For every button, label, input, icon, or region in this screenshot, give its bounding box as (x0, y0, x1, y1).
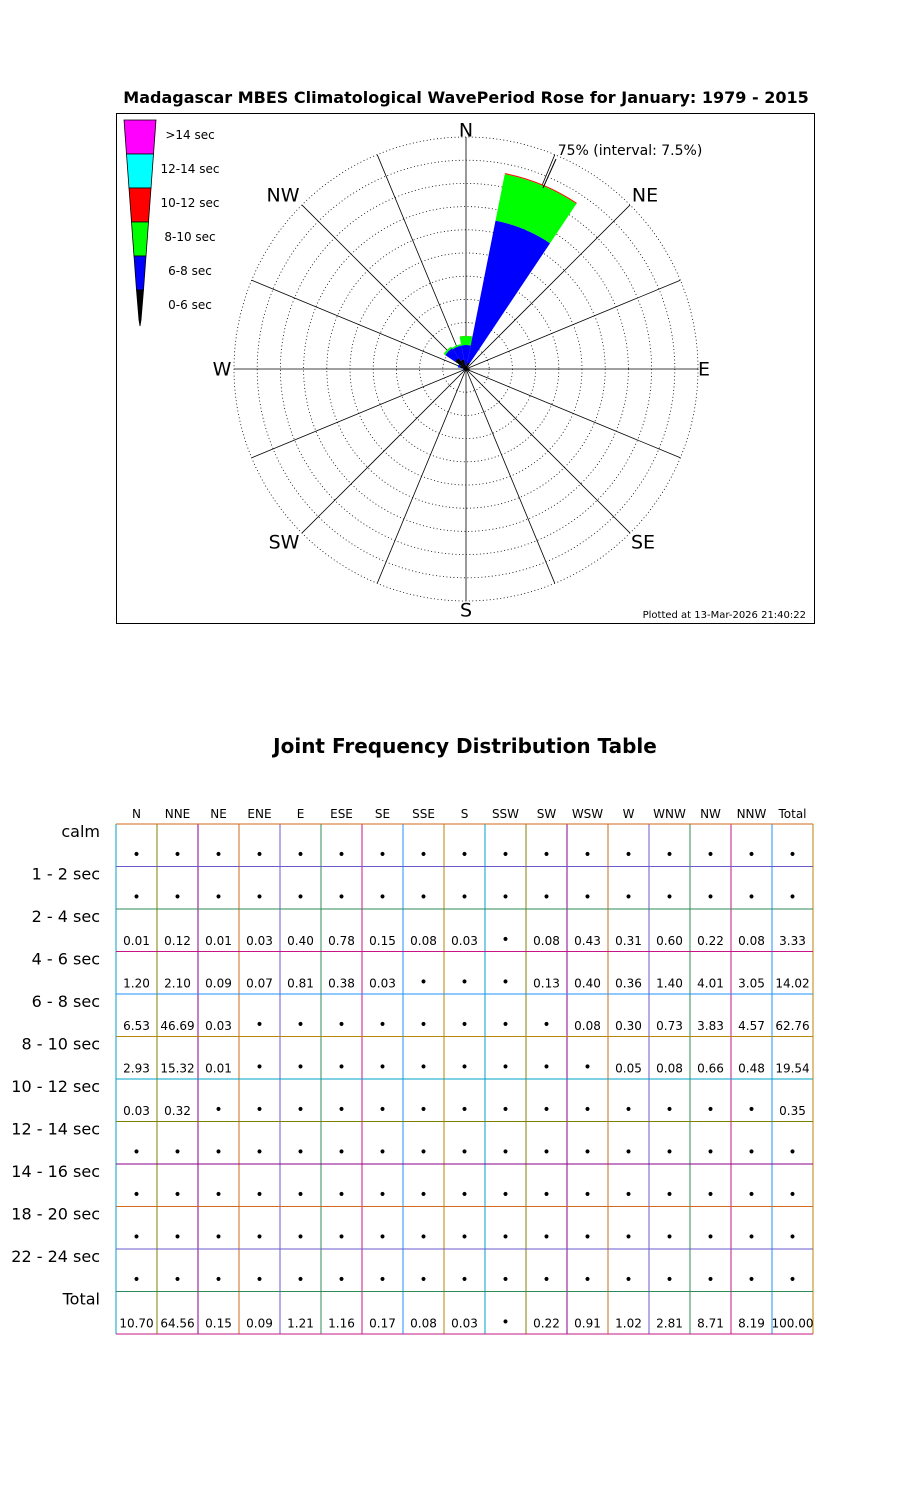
direction-label-sw: SW (268, 531, 300, 554)
table-cell: 0.66 (697, 1061, 724, 1076)
column-header: SE (374, 807, 391, 821)
joint-frequency-table (0, 790, 900, 1350)
table-cell: • (214, 1102, 223, 1118)
direction-label-ne: NE (631, 184, 659, 207)
table-cell: 0.01 (123, 934, 150, 948)
table-cell: 19.54 (775, 1061, 810, 1076)
table-cell: • (460, 1059, 469, 1076)
table-cell: • (255, 1144, 264, 1161)
row-label: 10 - 12 sec (11, 1077, 100, 1096)
table-cell: • (378, 1187, 387, 1203)
table-cell: • (788, 1272, 797, 1288)
table-cell: • (296, 1059, 305, 1076)
table-cell: • (296, 847, 305, 863)
table-cell: • (460, 1017, 469, 1033)
table-cell: • (501, 889, 510, 906)
table-cell: 0.78 (328, 934, 355, 948)
table-cell: • (378, 889, 387, 906)
rose-spoke (466, 369, 680, 458)
table-cell: • (255, 889, 264, 906)
table-cell: 0.43 (574, 934, 601, 948)
table-cell: • (337, 1059, 346, 1076)
table-cell: • (296, 1017, 305, 1033)
table-cell: • (583, 1144, 592, 1161)
legend-swatch (132, 222, 149, 256)
table-cell: • (337, 1229, 346, 1246)
table-cell: 0.08 (738, 934, 765, 948)
table-cell: • (501, 1314, 510, 1331)
table-cell: • (419, 1102, 428, 1118)
column-header: ESE (330, 807, 353, 821)
rose-spoke (466, 369, 630, 533)
legend-label: 8-10 sec (164, 230, 216, 244)
table-cell: • (460, 1187, 469, 1203)
row-label: 4 - 6 sec (31, 949, 100, 969)
column-header: SSW (491, 807, 520, 821)
table-cell: • (378, 1229, 387, 1246)
table-cell: • (460, 1272, 469, 1288)
table-cell: • (173, 847, 182, 863)
table-cell: 10.70 (119, 1316, 154, 1331)
legend-swatch (129, 188, 151, 222)
table-cell: • (296, 1187, 305, 1203)
direction-label-se: SE (630, 531, 656, 554)
table-cell: • (132, 1229, 141, 1246)
table-cell: 3.05 (738, 976, 765, 991)
row-label: 1 - 2 sec (31, 864, 100, 884)
table-cell: • (255, 1229, 264, 1246)
table-cell: • (665, 889, 674, 906)
table-cell: 0.08 (410, 934, 437, 948)
table-cell: 0.22 (533, 1316, 560, 1331)
table-cell: • (214, 889, 223, 906)
direction-label-e: E (697, 358, 711, 381)
legend-swatch (134, 256, 146, 290)
legend-label: 0-6 sec (168, 298, 212, 312)
legend-swatch (137, 290, 144, 326)
table-cell: • (747, 1272, 756, 1288)
rose-spoke (302, 369, 466, 533)
table-cell: • (501, 1102, 510, 1118)
row-label: 12 - 14 sec (11, 1119, 100, 1139)
row-label: 18 - 20 sec (11, 1204, 100, 1224)
table-cell: • (296, 1272, 305, 1288)
table-cell: 100.00 (771, 1316, 814, 1331)
table-cell: 64.56 (160, 1316, 195, 1331)
table-cell: 1.21 (287, 1316, 314, 1331)
table-cell: • (501, 1017, 510, 1033)
table-cell: • (542, 1144, 551, 1161)
table-cell: 1.16 (328, 1316, 355, 1331)
table-cell: 1.20 (123, 976, 150, 991)
table-cell: 0.07 (246, 976, 273, 991)
table-cell: • (460, 1229, 469, 1246)
column-header: WSW (571, 807, 604, 821)
table-cell: 0.08 (410, 1316, 437, 1331)
column-header: NNW (736, 807, 767, 821)
table-cell: 0.60 (656, 934, 683, 948)
table-cell: • (706, 1229, 715, 1246)
legend-swatch (127, 154, 154, 188)
table-cell: • (747, 1144, 756, 1161)
column-header: ENE (247, 807, 272, 821)
table-cell: • (542, 1187, 551, 1203)
table-cell: • (460, 1102, 469, 1118)
table-cell: • (706, 1187, 715, 1203)
table-cell: • (583, 1187, 592, 1203)
direction-label-nw: NW (266, 184, 300, 207)
table-cell: • (460, 974, 469, 991)
rose-scale-label: 75% (interval: 7.5%) (557, 143, 703, 159)
row-label: Total (62, 1289, 100, 1309)
table-cell: 0.38 (328, 976, 355, 991)
table-cell: • (132, 1187, 141, 1203)
table-cell: 0.03 (451, 1316, 478, 1331)
table-cell: • (337, 889, 346, 906)
rose-spoke (252, 280, 466, 369)
row-label: 8 - 10 sec (21, 1034, 100, 1054)
table-cell: • (378, 1272, 387, 1288)
table-cell: • (501, 932, 510, 948)
table-cell: 62.76 (775, 1019, 810, 1033)
rose-spoke (466, 369, 555, 583)
table-cell: • (460, 1144, 469, 1161)
table-cell: • (747, 889, 756, 906)
table-cell: • (419, 1059, 428, 1076)
table-cell: 0.15 (369, 934, 396, 948)
row-label: 14 - 16 sec (11, 1162, 100, 1181)
table-cell: 1.40 (656, 976, 683, 991)
table-cell: • (583, 1059, 592, 1076)
table-cell: • (214, 1272, 223, 1288)
table-cell: 0.03 (369, 976, 396, 991)
column-header: SW (536, 807, 557, 821)
table-cell: 0.12 (164, 934, 191, 948)
table-cell: • (501, 1229, 510, 1246)
table-cell: • (255, 847, 264, 863)
column-header: NW (700, 807, 721, 821)
table-cell: • (788, 1144, 797, 1161)
row-label: 22 - 24 sec (11, 1247, 100, 1266)
table-cell: 0.35 (779, 1104, 806, 1118)
table-cell: • (214, 1187, 223, 1203)
row-label: 2 - 4 sec (31, 907, 100, 926)
table-cell: • (706, 1272, 715, 1288)
legend-label: >14 sec (165, 128, 215, 142)
table-cell: • (542, 1102, 551, 1118)
table-cell: • (665, 1272, 674, 1288)
table-cell: 3.33 (779, 934, 806, 948)
table-cell: 0.05 (615, 1061, 642, 1076)
table-cell: • (132, 1272, 141, 1288)
table-cell: 0.36 (615, 976, 642, 991)
table-cell: 0.01 (205, 1061, 232, 1076)
table-cell: • (296, 1144, 305, 1161)
table-cell: • (378, 847, 387, 863)
table-cell: 0.09 (205, 976, 232, 991)
table-cell: 4.57 (738, 1019, 765, 1033)
table-cell: 0.15 (205, 1316, 232, 1331)
table-cell: • (501, 847, 510, 863)
table-cell: 0.17 (369, 1316, 396, 1331)
table-cell: • (132, 1144, 141, 1161)
table-cell: • (132, 847, 141, 863)
direction-label-n: N (458, 119, 474, 142)
table-cell: • (337, 1144, 346, 1161)
legend-swatch (124, 120, 156, 154)
table-cell: • (624, 1144, 633, 1161)
column-header: N (132, 807, 141, 821)
table-cell: • (378, 1017, 387, 1033)
table-cell: • (337, 847, 346, 863)
table-cell: • (378, 1144, 387, 1161)
table-cell: • (214, 1144, 223, 1161)
table-cell: • (337, 1102, 346, 1118)
table-cell: • (624, 1187, 633, 1203)
rose-wedge-nne (467, 221, 550, 364)
table-cell: • (419, 847, 428, 863)
table-cell: • (583, 889, 592, 906)
table-cell: • (747, 1187, 756, 1203)
table-cell: • (583, 1102, 592, 1118)
table-cell: • (747, 1229, 756, 1246)
rose-spoke (302, 205, 466, 369)
table-cell: 6.53 (123, 1019, 150, 1033)
table-cell: • (419, 1144, 428, 1161)
table-cell: 0.03 (205, 1019, 232, 1033)
column-header: WNW (653, 807, 686, 821)
legend-label: 10-12 sec (160, 196, 220, 210)
table-cell: • (501, 1059, 510, 1076)
column-header: NE (210, 807, 227, 821)
table-cell: • (255, 1059, 264, 1076)
table-cell: 0.48 (738, 1061, 765, 1076)
table-cell: 4.01 (697, 976, 724, 991)
table-cell: 0.08 (656, 1061, 683, 1076)
table-cell: • (173, 1272, 182, 1288)
table-cell: • (337, 1187, 346, 1203)
table-cell: • (460, 889, 469, 906)
table-cell: • (419, 1017, 428, 1033)
table-cell: • (337, 1272, 346, 1288)
rose-wedge-w (463, 368, 464, 369)
table-cell: • (706, 889, 715, 906)
column-header: E (296, 807, 305, 821)
table-cell: 3.83 (697, 1019, 724, 1033)
table-cell: • (706, 1102, 715, 1118)
table-cell: • (542, 1059, 551, 1076)
table-cell: 0.13 (533, 976, 560, 991)
table-cell: • (255, 1272, 264, 1288)
table-cell: • (583, 1229, 592, 1246)
table-cell: • (747, 847, 756, 863)
rose-title: Madagascar MBES Climatological WavePeriod Rose for January: 1979 - 2015 (123, 88, 809, 107)
table-cell: 0.03 (123, 1104, 150, 1118)
table-cell: • (378, 1059, 387, 1076)
table-cell: 0.30 (615, 1019, 642, 1033)
table-cell: • (665, 847, 674, 863)
row-label: 6 - 8 sec (31, 992, 100, 1011)
column-header: Total (778, 807, 807, 821)
table-cell: 2.93 (123, 1061, 150, 1076)
table-cell: • (542, 1272, 551, 1288)
table-cell: 0.08 (533, 934, 560, 948)
column-header: W (622, 807, 635, 821)
rose-spoke (377, 155, 466, 369)
column-header: S (460, 807, 469, 821)
legend-label: 12-14 sec (160, 162, 220, 176)
table-cell: • (296, 889, 305, 906)
table-cell: • (624, 1272, 633, 1288)
table-cell: 0.73 (656, 1019, 683, 1033)
direction-label-s: S (459, 599, 473, 622)
table-cell: • (419, 889, 428, 906)
table-cell: • (624, 889, 633, 906)
plotted-timestamp: Plotted at 13-Mar-2026 21:40:22 (642, 610, 806, 621)
table-cell: • (501, 1272, 510, 1288)
table-cell: 0.09 (246, 1316, 273, 1331)
table-cell: 46.69 (160, 1019, 195, 1033)
table-cell: • (706, 847, 715, 863)
table-cell: 0.40 (574, 976, 601, 991)
table-cell: • (419, 974, 428, 991)
table-cell: 0.81 (287, 976, 314, 991)
table-cell: • (173, 1187, 182, 1203)
table-cell: • (460, 847, 469, 863)
table-cell: • (665, 1229, 674, 1246)
table-cell: • (583, 1272, 592, 1288)
table-cell: • (788, 1229, 797, 1246)
table-cell: • (173, 889, 182, 906)
table-cell: • (132, 889, 141, 906)
table-cell: • (747, 1102, 756, 1118)
table-cell: 0.03 (451, 934, 478, 948)
table-cell: 0.22 (697, 934, 724, 948)
table-cell: • (665, 1187, 674, 1203)
table-cell: • (583, 847, 592, 863)
table-cell: • (214, 847, 223, 863)
table-cell: • (255, 1102, 264, 1118)
table-cell: • (665, 1144, 674, 1161)
table-cell: • (624, 1229, 633, 1246)
rose-spoke (252, 369, 466, 458)
table-title: Joint Frequency Distribution Table (273, 734, 657, 758)
wave-period-rose (0, 0, 900, 640)
table-cell: • (542, 1017, 551, 1033)
table-cell: • (337, 1017, 346, 1033)
table-cell: • (296, 1229, 305, 1246)
table-cell: • (419, 1229, 428, 1246)
table-cell: 8.19 (738, 1316, 765, 1331)
table-cell: 1.02 (615, 1316, 642, 1331)
table-cell: 0.40 (287, 934, 314, 948)
table-cell: 0.08 (574, 1019, 601, 1033)
table-cell: • (214, 1229, 223, 1246)
table-cell: • (501, 1144, 510, 1161)
table-cell: 0.32 (164, 1104, 191, 1118)
direction-label-w: W (212, 358, 232, 381)
column-header: SSE (412, 807, 435, 821)
column-header: NNE (164, 807, 191, 821)
table-cell: • (255, 1187, 264, 1203)
table-cell: • (296, 1102, 305, 1118)
table-cell: • (501, 1187, 510, 1203)
table-cell: • (419, 1187, 428, 1203)
table-cell: • (788, 847, 797, 863)
table-cell: • (542, 847, 551, 863)
table-cell: 14.02 (775, 976, 810, 991)
table-cell: • (706, 1144, 715, 1161)
table-cell: • (665, 1102, 674, 1118)
table-cell: 0.31 (615, 934, 642, 948)
rose-scale-leader (543, 159, 556, 188)
rose-spoke (377, 369, 466, 583)
table-cell: 2.10 (164, 976, 191, 991)
table-cell: 0.91 (574, 1316, 601, 1331)
table-cell: • (624, 1102, 633, 1118)
table-cell: • (173, 1229, 182, 1246)
table-cell: • (173, 1144, 182, 1161)
table-cell: 8.71 (697, 1316, 724, 1331)
row-label: calm (61, 822, 100, 841)
table-cell: • (255, 1017, 264, 1033)
table-cell: • (788, 1187, 797, 1203)
table-cell: • (419, 1272, 428, 1288)
table-cell: • (378, 1102, 387, 1118)
table-cell: 0.03 (246, 934, 273, 948)
table-cell: • (624, 847, 633, 863)
table-cell: 2.81 (656, 1316, 683, 1331)
table-cell: 0.01 (205, 934, 232, 948)
table-cell: • (542, 889, 551, 906)
legend-label: 6-8 sec (168, 264, 212, 278)
table-cell: • (788, 889, 797, 906)
table-cell: • (501, 974, 510, 991)
table-cell: 15.32 (160, 1061, 195, 1076)
rose-wedge-n (460, 336, 473, 346)
table-cell: • (542, 1229, 551, 1246)
